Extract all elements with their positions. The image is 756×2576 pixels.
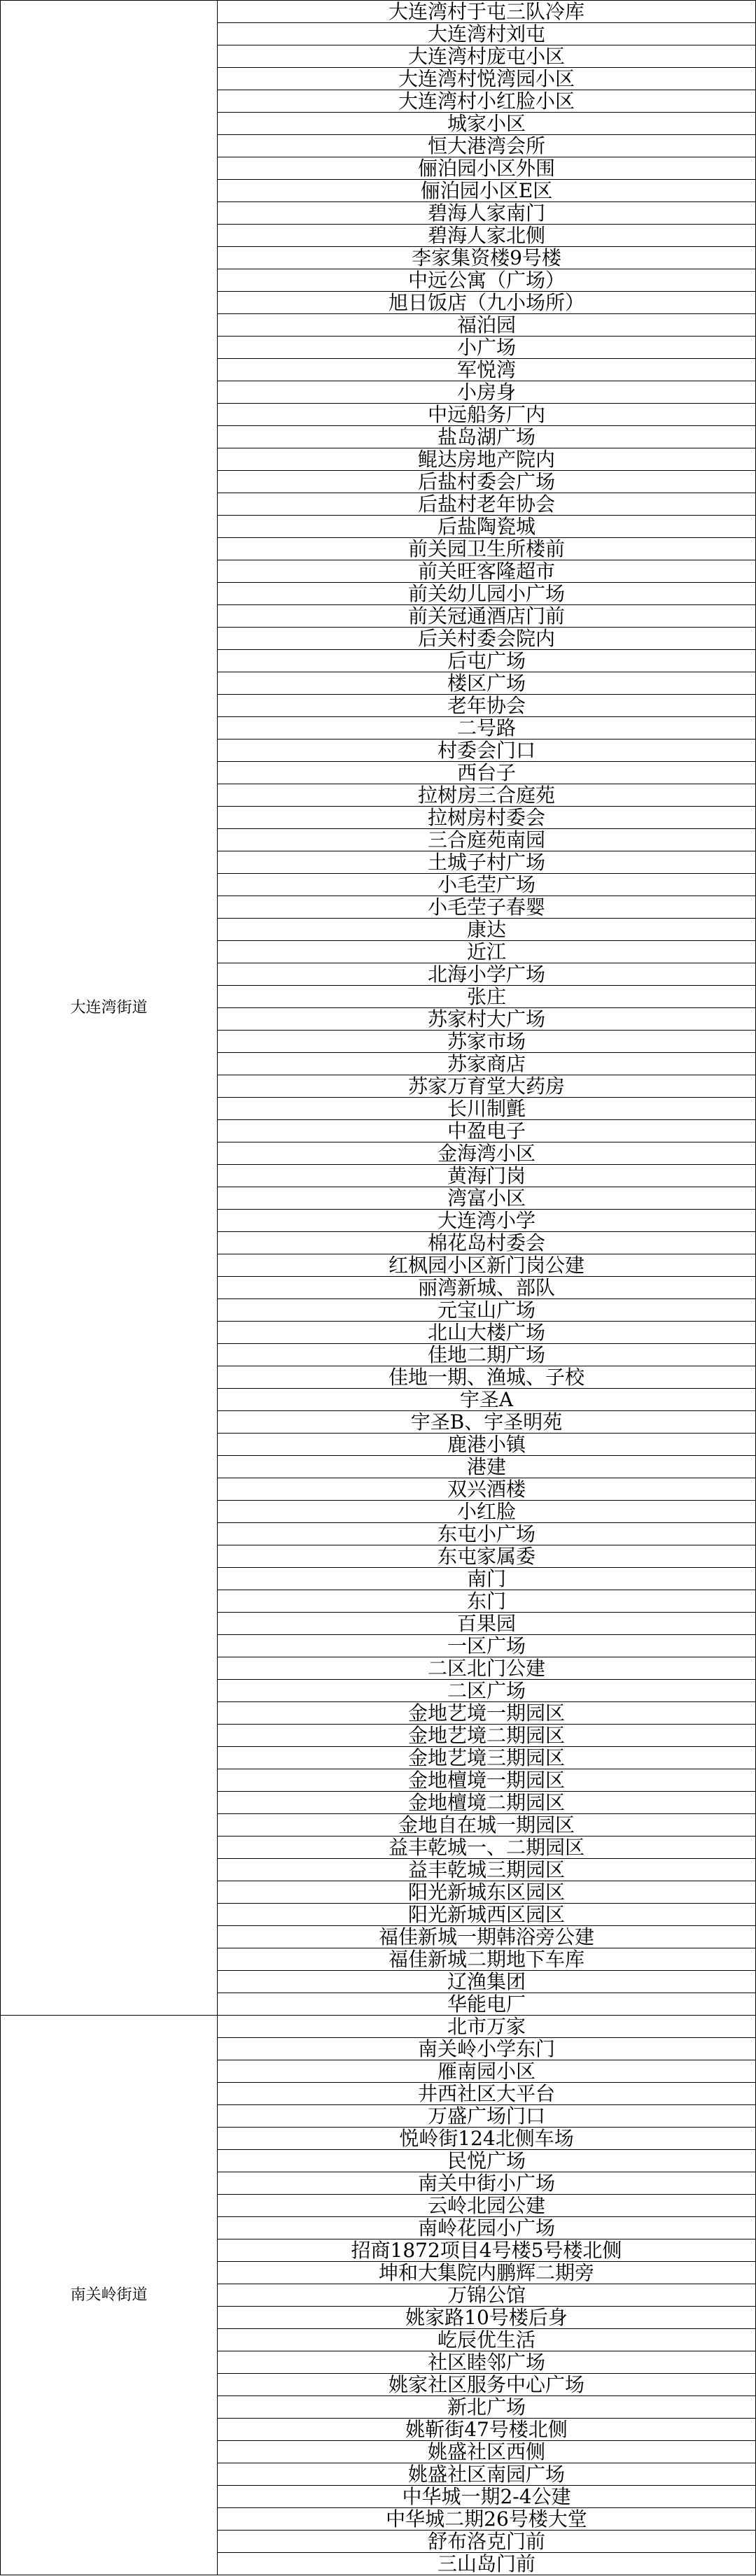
location-cell: 百果园: [218, 1613, 756, 1635]
location-cell: 社区睦邻广场: [218, 2351, 756, 2374]
location-cell: 大连湾村于屯三队冷库: [218, 1, 756, 23]
location-cell: 小毛茔广场: [218, 874, 756, 896]
location-cell: 辽渔集团: [218, 1971, 756, 1993]
location-cell: 姚家社区服务中心广场: [218, 2374, 756, 2396]
location-cell: 苏家商店: [218, 1053, 756, 1075]
location-cell: 鲲达房地产院内: [218, 448, 756, 471]
location-cell: 佳地二期广场: [218, 1344, 756, 1366]
location-cell: 阳光新城西区园区: [218, 1904, 756, 1926]
location-cell: 金地檀境二期园区: [218, 1792, 756, 1814]
location-cell: 军悦湾: [218, 359, 756, 381]
location-cell: 南关中街小广场: [218, 2172, 756, 2195]
location-cell: 二区北门公建: [218, 1657, 756, 1680]
location-cell: 城家小区: [218, 113, 756, 135]
location-cell: 福佳新城二期地下车库: [218, 1948, 756, 1971]
location-cell: 村委会门口: [218, 739, 756, 762]
location-cell: 拉树房村委会: [218, 807, 756, 829]
location-cell: 前关旺客隆超市: [218, 560, 756, 583]
location-cell: 二号路: [218, 717, 756, 739]
location-cell: 东屯小广场: [218, 1523, 756, 1545]
location-cell: 中华城一期2-4公建: [218, 2486, 756, 2508]
location-cell: 后盐陶瓷城: [218, 516, 756, 538]
location-cell: 宇圣A: [218, 1389, 756, 1411]
location-cell: 金地艺境二期园区: [218, 1725, 756, 1747]
location-cell: 中盈电子: [218, 1120, 756, 1142]
location-cell: 南岭花园小广场: [218, 2217, 756, 2239]
location-cell: 近江: [218, 941, 756, 963]
location-cell: 湾富小区: [218, 1187, 756, 1210]
location-cell: 港建: [218, 1456, 756, 1478]
location-cell: 北市万家: [218, 2016, 756, 2038]
location-cell: 大连湾小学: [218, 1210, 756, 1232]
location-cell: 东门: [218, 1590, 756, 1613]
location-cell: 元宝山广场: [218, 1299, 756, 1322]
location-cell: 小广场: [218, 337, 756, 359]
location-cell: 丽湾新城、部队: [218, 1277, 756, 1299]
location-cell: 华能电厂: [218, 1993, 756, 2016]
location-cell: 姚盛社区南园广场: [218, 2463, 756, 2486]
location-cell: 二区广场: [218, 1680, 756, 1702]
location-cell: 悦岭街124北侧车场: [218, 2128, 756, 2150]
location-cell: 雁南园小区: [218, 2060, 756, 2083]
location-cell: 拉树房三合庭苑: [218, 784, 756, 807]
location-cell: 益丰乾城一、二期园区: [218, 1837, 756, 1859]
location-cell: 棉花岛村委会: [218, 1232, 756, 1254]
location-cell: 旭日饭店（九小场所）: [218, 292, 756, 314]
location-cell: 碧海人家北侧: [218, 225, 756, 247]
location-cell: 招商1872项目4号楼5号楼北侧: [218, 2239, 756, 2262]
location-cell: 益丰乾城三期园区: [218, 1859, 756, 1881]
location-cell: 南关岭小学东门: [218, 2038, 756, 2060]
location-cell: 金地艺境一期园区: [218, 1702, 756, 1725]
location-cell: 金地自在城一期园区: [218, 1814, 756, 1837]
location-cell: 黄海门岗: [218, 1165, 756, 1187]
location-cell: 三山岛门前: [218, 2553, 756, 2575]
location-cell: 大连湾村庞屯小区: [218, 45, 756, 68]
location-cell: 姚家路10号楼后身: [218, 2307, 756, 2329]
location-cell: 大连湾村悦湾园小区: [218, 68, 756, 90]
location-cell: 大连湾村刘屯: [218, 23, 756, 45]
location-cell: 长川制氈: [218, 1098, 756, 1120]
location-cell: 万盛广场门口: [218, 2105, 756, 2128]
location-cell: 万锦公馆: [218, 2284, 756, 2307]
location-cell: 宇圣B、宇圣明苑: [218, 1411, 756, 1434]
location-cell: 大连湾村小红脸小区: [218, 90, 756, 113]
location-cell: 北山大楼广场: [218, 1322, 756, 1344]
location-cell: 阳光新城东区园区: [218, 1881, 756, 1904]
location-cell: 小房身: [218, 381, 756, 404]
location-cell: 李家集资楼9号楼: [218, 247, 756, 269]
location-cell: 老年协会: [218, 695, 756, 717]
location-cell: 小毛茔子春婴: [218, 896, 756, 919]
location-cell: 东屯家属委: [218, 1545, 756, 1568]
location-cell: 北海小学广场: [218, 963, 756, 986]
location-cell: 楼区广场: [218, 672, 756, 695]
location-cell: 三合庭苑南园: [218, 829, 756, 851]
location-cell: 前关园卫生所楼前: [218, 538, 756, 560]
location-cell: 中华城二期26号楼大堂: [218, 2508, 756, 2531]
location-cell: 后盐村老年协会: [218, 493, 756, 516]
location-cell: 张庄: [218, 986, 756, 1008]
location-cell: 新北广场: [218, 2396, 756, 2419]
location-cell: 云岭北园公建: [218, 2195, 756, 2217]
location-cell: 佳地一期、渔城、子校: [218, 1366, 756, 1389]
location-cell: 坤和大集院内鹏辉二期旁: [218, 2262, 756, 2284]
location-cell: 后屯广场: [218, 650, 756, 672]
location-cell: 苏家万育堂大药房: [218, 1075, 756, 1098]
location-cell: 前关幼儿园小广场: [218, 583, 756, 605]
location-cell: 姚盛社区西侧: [218, 2441, 756, 2463]
location-cell: 前关冠通酒店门前: [218, 605, 756, 628]
district-cell: 大连湾街道: [1, 1, 218, 2016]
location-cell: 西台子: [218, 762, 756, 784]
location-cell: 姚靳街47号楼北侧: [218, 2419, 756, 2441]
location-cell: 康达: [218, 919, 756, 941]
location-cell: 小红脸: [218, 1501, 756, 1523]
location-cell: 金地艺境三期园区: [218, 1747, 756, 1769]
location-cell: 金海湾小区: [218, 1142, 756, 1165]
location-cell: 一区广场: [218, 1635, 756, 1657]
location-cell: 南门: [218, 1568, 756, 1590]
location-cell: 屹辰优生活: [218, 2329, 756, 2351]
location-cell: 恒大港湾会所: [218, 135, 756, 157]
location-cell: 土城子村广场: [218, 851, 756, 874]
location-cell: 井西社区大平台: [218, 2083, 756, 2105]
district-cell: 南关岭街道: [1, 2016, 218, 2575]
location-cell: 中远公寓（广场）: [218, 269, 756, 292]
location-cell: 福佳新城一期韩浴旁公建: [218, 1926, 756, 1948]
location-cell: 苏家村大广场: [218, 1008, 756, 1031]
location-cell: 俪泊园小区外围: [218, 157, 756, 180]
location-cell: 碧海人家南门: [218, 202, 756, 225]
location-cell: 苏家市场: [218, 1031, 756, 1053]
location-cell: 盐岛湖广场: [218, 426, 756, 448]
location-table-body: [1, 1, 756, 2575]
location-cell: 双兴酒楼: [218, 1478, 756, 1501]
location-cell: 鹿港小镇: [218, 1434, 756, 1456]
table-row: [1, 2016, 756, 2038]
location-cell: 后盐村委会广场: [218, 471, 756, 493]
location-cell: 后关村委会院内: [218, 628, 756, 650]
location-cell: 金地檀境一期园区: [218, 1769, 756, 1792]
location-cell: 福泊园: [218, 314, 756, 337]
location-cell: 俪泊园小区E区: [218, 180, 756, 202]
table-row: [1, 1, 756, 23]
location-cell: 中远船务厂内: [218, 404, 756, 426]
location-cell: 民悦广场: [218, 2150, 756, 2172]
location-cell: 红枫园小区新门岗公建: [218, 1254, 756, 1277]
location-cell: 舒布洛克门前: [218, 2531, 756, 2553]
